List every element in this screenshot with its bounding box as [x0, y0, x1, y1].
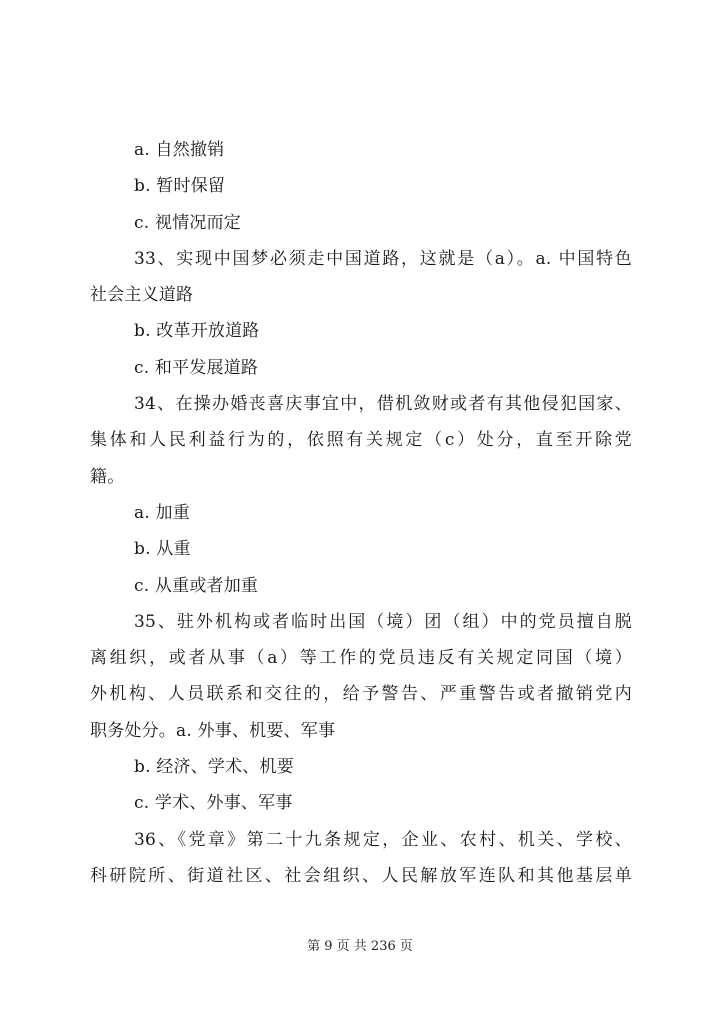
question-35-line: 离组织，或者从事（a）等工作的党员违反有关规定同国（境） [90, 648, 632, 669]
question-36-line: 36、《党章》第二十九条规定，企业、农村、机关、学校、 [134, 829, 632, 850]
option-line: c. 和平发展道路 [134, 357, 259, 378]
option-line: b. 经济、学术、机要 [134, 757, 294, 778]
option-line: b. 暂时保留 [134, 176, 226, 197]
question-34-line: 集体和人民利益行为的，依照有关规定（c）处分，直至开除党 [90, 430, 632, 451]
option-line: a. 加重 [134, 502, 190, 523]
document-body [90, 132, 632, 894]
question-33-line: 33、实现中国梦必须走中国道路，这就是（a）。a. 中国特色 [134, 248, 632, 269]
question-35-line: 35、驻外机构或者临时出国（境）团（组）中的党员擅自脱 [134, 611, 632, 632]
option-line: c. 学术、外事、军事 [134, 793, 293, 814]
question-33-line: 社会主义道路 [90, 285, 194, 306]
question-34-line: 籍。 [90, 466, 125, 487]
option-line: b. 改革开放道路 [134, 321, 260, 342]
option-line: c. 视情况而定 [134, 212, 241, 233]
question-35-line: 外机构、人员联系和交往的，给予警告、严重警告或者撤销党内 [90, 684, 632, 705]
page-number-label: 第 9 页 共 236 页 [307, 939, 413, 954]
option-line: b. 从重 [134, 539, 191, 560]
option-line: c. 从重或者加重 [134, 575, 259, 596]
question-36-line: 科研院所、街道社区、社会组织、人民解放军连队和其他基层单 [90, 865, 632, 886]
question-35-line: 职务处分。a. 外事、机要、军事 [90, 720, 336, 741]
question-34-line: 34、在操办婚丧喜庆事宜中，借机敛财或者有其他侵犯国家、 [134, 394, 632, 415]
option-line: a. 自然撤销 [134, 140, 225, 160]
page-footer [0, 937, 720, 957]
